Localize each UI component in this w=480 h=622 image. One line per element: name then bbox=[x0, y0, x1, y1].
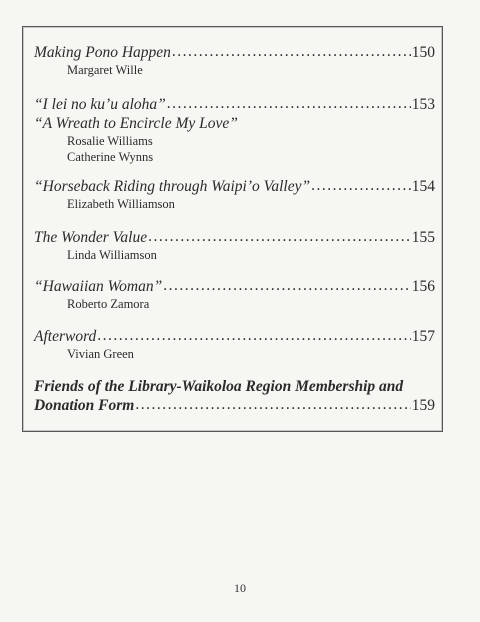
page-number: 10 bbox=[234, 581, 246, 595]
entry-author: Vivian Green bbox=[67, 347, 134, 361]
entry-author: Elizabeth Williamson bbox=[67, 197, 175, 211]
entry-page: 157 bbox=[411, 328, 435, 345]
entry-author: Margaret Wille bbox=[67, 63, 143, 77]
dot-leader bbox=[172, 42, 411, 61]
entry-page: 153 bbox=[411, 96, 435, 113]
table-of-contents bbox=[22, 26, 443, 432]
entry-title: Afterword bbox=[34, 328, 97, 345]
dot-leader bbox=[135, 395, 410, 414]
entry-title: Friends of the Library-Waikoloa Region Membership and bbox=[34, 378, 404, 395]
toc-entry-making-pono-happen bbox=[34, 43, 435, 78]
toc-entry-horseback-riding bbox=[34, 177, 435, 212]
entry-author: Rosalie Williams bbox=[67, 134, 153, 148]
toc-entry-afterword bbox=[34, 327, 435, 362]
entry-author: Catherine Wynns bbox=[67, 150, 154, 164]
entry-title: “Hawaiian Woman” bbox=[34, 278, 163, 295]
entry-title: “I lei no ku’u aloha” bbox=[34, 96, 166, 113]
entry-author: Roberto Zamora bbox=[67, 297, 150, 311]
toc-entry-i-lei-no-kuu-aloha bbox=[34, 95, 435, 165]
entry-title: Making Pono Happen bbox=[34, 44, 171, 61]
entry-subtitle: “A Wreath to Encircle My Love” bbox=[34, 115, 238, 132]
entry-page: 159 bbox=[411, 397, 435, 414]
entry-author: Linda Williamson bbox=[67, 248, 157, 262]
dot-leader bbox=[148, 227, 411, 246]
entry-title: “Horseback Riding through Waipi’o Valley” bbox=[34, 178, 311, 195]
entry-page: 156 bbox=[411, 278, 435, 295]
entry-page: 150 bbox=[411, 44, 435, 61]
dot-leader bbox=[167, 94, 411, 113]
toc-entry-hawaiian-woman bbox=[34, 277, 435, 312]
dot-leader bbox=[97, 326, 410, 345]
toc-entry-membership-donation-form bbox=[34, 377, 435, 415]
entry-page: 154 bbox=[411, 178, 435, 195]
entry-title-continued: Donation Form bbox=[34, 397, 135, 414]
dot-leader bbox=[163, 276, 411, 295]
toc-entry-the-wonder-value bbox=[34, 228, 435, 263]
entry-page: 155 bbox=[411, 229, 435, 246]
entry-title: The Wonder Value bbox=[34, 229, 148, 246]
dot-leader bbox=[311, 176, 411, 195]
